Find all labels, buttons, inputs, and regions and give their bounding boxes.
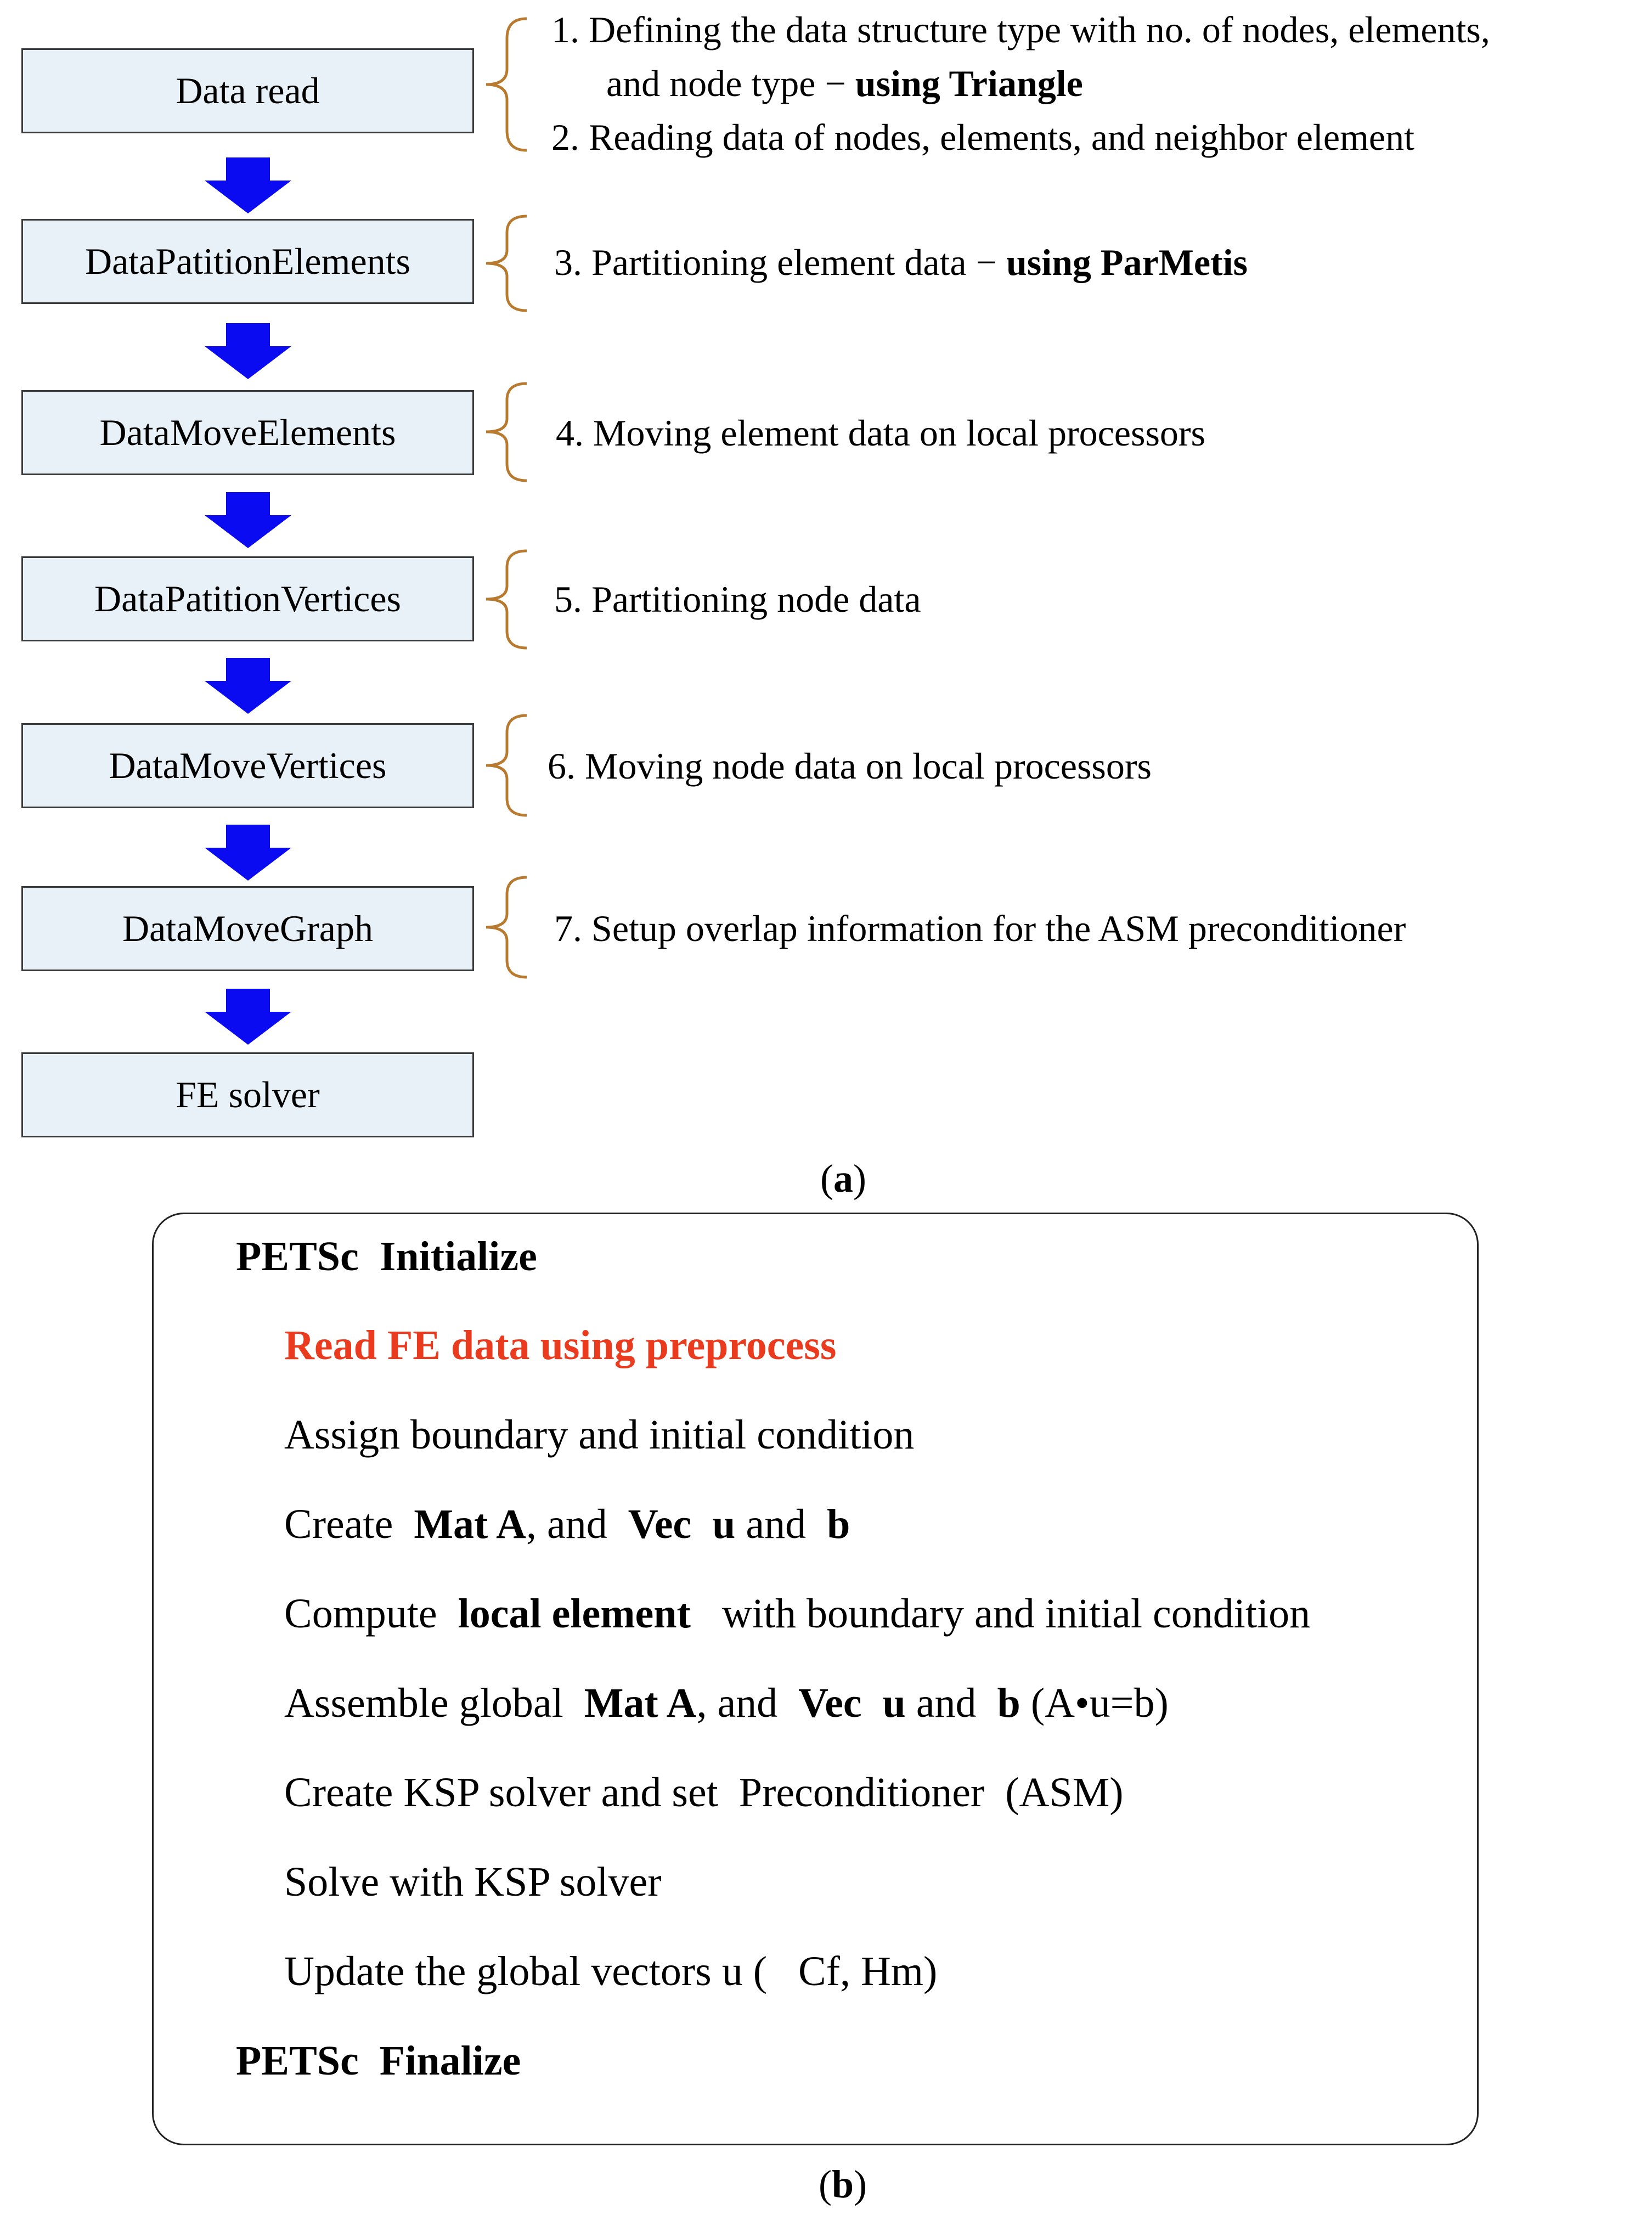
box-data-partition-elements: DataPatitionElements xyxy=(21,219,474,304)
step-7: 7. Setup overlap information for the ASM preconditioner xyxy=(554,908,1406,949)
step-2: 2. Reading data of nodes, elements, and neighbor element xyxy=(551,116,1414,158)
brace-icon xyxy=(482,214,532,313)
update-global-vectors: Update the global vectors u ( Cf, Hm) xyxy=(284,1948,938,1994)
assemble-text-1: Assemble global xyxy=(284,1680,584,1726)
step-3-tool: using ParMetis xyxy=(1006,241,1248,283)
step-1-text: and node type − xyxy=(606,63,855,104)
assemble-equation: (A•u=b) xyxy=(1020,1680,1169,1726)
petsc-initialize: PETSc Initialize xyxy=(236,1233,537,1280)
create-mat-a: Mat A xyxy=(414,1501,527,1547)
assemble-global xyxy=(284,1682,1169,1724)
step-6: 6. Moving node data on local processors xyxy=(548,745,1152,787)
caption-b: (b) xyxy=(819,2162,867,2206)
assign-conditions: Assign boundary and initial condition xyxy=(284,1412,915,1458)
assemble-text-3: and xyxy=(905,1680,997,1726)
brace-icon xyxy=(482,549,532,650)
box-data-move-vertices: DataMoveVertices xyxy=(21,723,474,808)
create-matrices xyxy=(284,1503,850,1545)
petsc-finalize: PETSc Finalize xyxy=(236,2038,521,2084)
step-3 xyxy=(554,241,1248,283)
brace-icon xyxy=(482,381,532,483)
create-vec-b: b xyxy=(827,1501,850,1547)
assemble-vec-b: b xyxy=(997,1680,1020,1726)
create-text-3: and xyxy=(735,1501,827,1547)
step-5: 5. Partitioning node data xyxy=(554,578,921,620)
solve-ksp: Solve with KSP solver xyxy=(284,1859,662,1905)
assemble-vec-u: Vec u xyxy=(798,1680,906,1726)
create-text-1: Create xyxy=(284,1501,414,1547)
box-data-move-elements: DataMoveElements xyxy=(21,390,474,475)
down-arrow-icon xyxy=(205,492,291,548)
assemble-text-2: , and xyxy=(696,1680,799,1726)
down-arrow-icon xyxy=(205,323,291,379)
compute-text-1: Compute xyxy=(284,1591,458,1637)
brace-icon xyxy=(482,875,532,979)
down-arrow-icon xyxy=(205,989,291,1045)
assemble-mat-a: Mat A xyxy=(584,1680,697,1726)
create-text-2: , and xyxy=(526,1501,628,1547)
caption-a: (a) xyxy=(820,1157,866,1201)
caption-b-letter: b xyxy=(831,2162,854,2206)
caption-a-letter: a xyxy=(833,1157,853,1201)
brace-icon xyxy=(482,713,532,818)
down-arrow-icon xyxy=(205,157,291,213)
brace-icon xyxy=(482,16,532,153)
compute-text-2: with boundary and initial condition xyxy=(690,1591,1311,1637)
create-ksp-solver: Create KSP solver and set Preconditioner (ASM) xyxy=(284,1769,1124,1816)
down-arrow-icon xyxy=(205,825,291,881)
box-data-move-graph: DataMoveGraph xyxy=(21,886,474,971)
box-data-read: Data read xyxy=(21,48,474,133)
read-fe-data: Read FE data using preprocess xyxy=(284,1322,837,1368)
down-arrow-icon xyxy=(205,658,291,714)
create-vec-u: Vec u xyxy=(628,1501,736,1547)
compute-local-element-bold: local element xyxy=(458,1591,691,1637)
step-3-text: 3. Partitioning element data − xyxy=(554,241,1006,283)
step-4: 4. Moving element data on local processors xyxy=(556,412,1206,454)
box-data-partition-vertices: DataPatitionVertices xyxy=(21,556,474,641)
compute-local-element xyxy=(284,1593,1310,1635)
box-fe-solver: FE solver xyxy=(21,1052,474,1137)
step-1-line-1: 1. Defining the data structure type with no. of nodes, elements, xyxy=(551,9,1490,50)
step-1-line-2 xyxy=(606,65,1083,102)
step-1-tool: using Triangle xyxy=(855,63,1083,104)
